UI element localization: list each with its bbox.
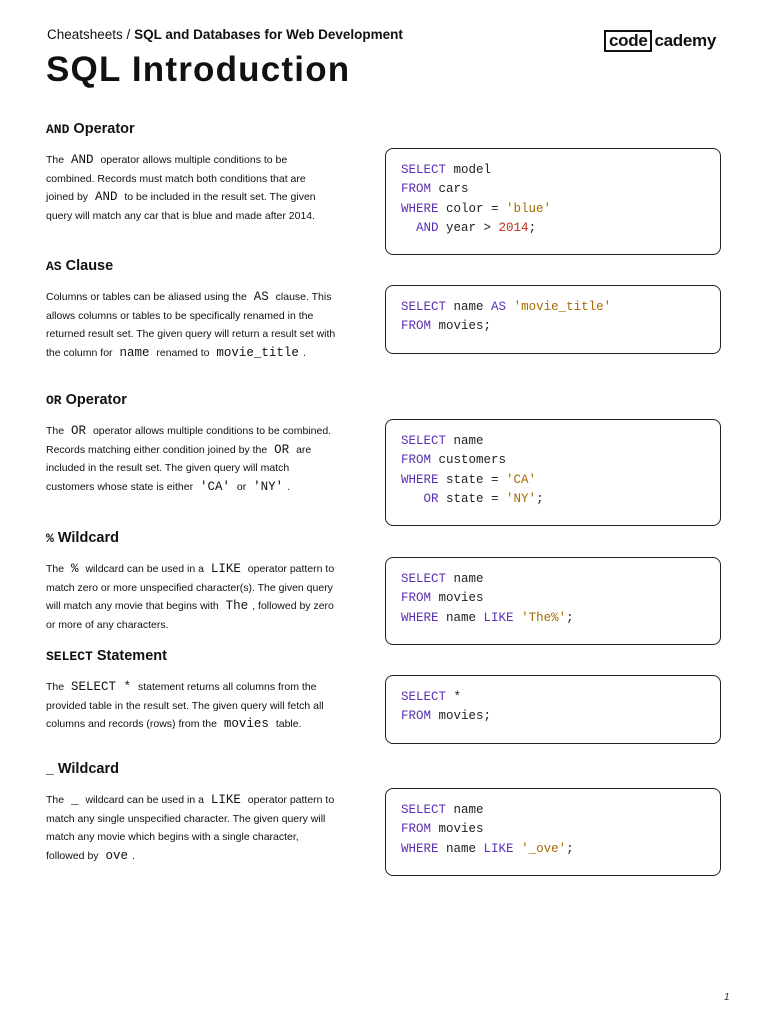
- code-keyword: SELECT: [401, 803, 447, 817]
- code-text: [401, 492, 424, 506]
- code-text: [401, 221, 416, 235]
- code-text: cars: [431, 182, 469, 197]
- section-heading: [46, 391, 336, 410]
- section-or-operator: [46, 391, 336, 496]
- inline-code: movie_title: [216, 345, 299, 360]
- code-text: movies;: [431, 709, 492, 724]
- code-line: [401, 471, 705, 490]
- code-text: ;: [566, 610, 574, 625]
- code-text: ;: [566, 841, 574, 856]
- heading-text: Wildcard: [53, 530, 119, 546]
- heading-text: Operator: [61, 392, 127, 408]
- code-number: 2014: [498, 221, 529, 236]
- inline-code: ove: [105, 848, 128, 863]
- code-text: name: [446, 300, 492, 314]
- code-string: '_ove': [521, 841, 567, 856]
- heading-keyword: AND: [46, 122, 70, 137]
- code-keyword: SELECT: [401, 572, 447, 586]
- code-string: 'The%': [521, 610, 567, 625]
- section-description: The SELECT * statement returns all columns from the provided table in the result set. The given query will fetch all columns and records (rows) from the movies table.: [46, 680, 324, 731]
- code-block-and: [385, 148, 721, 255]
- code-text: ;: [528, 221, 537, 236]
- logo-boxed-text: code: [604, 30, 652, 52]
- code-string: 'blue': [506, 201, 552, 216]
- code-line: [401, 317, 705, 336]
- section-underscore-wildcard: [46, 760, 336, 865]
- code-keyword: WHERE: [401, 201, 439, 216]
- section-description: The AND operator allows multiple conditions to be combined. Records must match both conditions that are joined by AND to be included in the result set. The given query will match any car that is blue and made after 2014.: [46, 153, 316, 222]
- inline-code: name: [119, 345, 150, 360]
- code-keyword: FROM: [401, 453, 432, 468]
- inline-code: The: [225, 599, 249, 613]
- section-percent-wildcard: [46, 529, 336, 634]
- heading-text: Clause: [61, 258, 114, 274]
- inline-code: SELECT *: [71, 680, 132, 694]
- code-line: [401, 820, 705, 839]
- code-keyword: SELECT: [401, 690, 447, 704]
- inline-code: _: [71, 793, 79, 807]
- code-text: movies;: [431, 319, 492, 334]
- code-keyword: WHERE: [401, 472, 439, 487]
- heading-text: Operator: [69, 121, 135, 137]
- code-keyword: FROM: [401, 709, 432, 724]
- heading-keyword: _: [46, 762, 54, 777]
- code-keyword: WHERE: [401, 610, 439, 625]
- code-keyword: AS: [491, 300, 507, 314]
- inline-code: LIKE: [210, 793, 241, 807]
- section-heading: [46, 529, 336, 548]
- code-line: [401, 801, 705, 820]
- inline-code: AND: [94, 190, 118, 204]
- logo-rest-text: cademy: [654, 31, 717, 50]
- code-keyword: FROM: [401, 822, 432, 837]
- code-text: name: [446, 803, 484, 817]
- section-heading: [46, 120, 336, 139]
- codecademy-logo: [604, 30, 716, 52]
- code-keyword: LIKE: [483, 841, 514, 856]
- breadcrumb-prefix: Cheatsheets /: [47, 27, 135, 42]
- code-block-or: [385, 419, 721, 526]
- code-text: name: [438, 841, 484, 856]
- code-string: 'movie_title': [513, 300, 612, 314]
- breadcrumb: [47, 27, 403, 43]
- code-text: year >: [438, 221, 499, 236]
- breadcrumb-course-link[interactable]: SQL and Databases for Web Development: [134, 27, 403, 42]
- section-description: The % wildcard can be used in a LIKE operator pattern to match zero or more unspecified character(s). The given query will match any movie that begins with The , followed by zero or more of any characters.: [46, 562, 335, 631]
- inline-code: 'CA': [199, 479, 230, 494]
- code-text: name: [446, 434, 484, 448]
- code-line: [401, 490, 705, 509]
- code-line: [401, 180, 705, 199]
- code-text: [514, 611, 522, 625]
- inline-code: OR: [274, 442, 290, 457]
- heading-keyword: SELECT: [46, 649, 93, 664]
- inline-code: movies: [223, 717, 269, 731]
- code-line: [401, 840, 705, 859]
- inline-code: 'NY': [253, 479, 284, 494]
- code-keyword: LIKE: [483, 610, 514, 625]
- code-text: movies: [431, 591, 484, 606]
- code-text: ;: [536, 492, 544, 507]
- heading-keyword: OR: [46, 393, 62, 408]
- page-number: 1: [724, 992, 730, 1003]
- code-text: color =: [438, 201, 507, 216]
- code-text: state =: [438, 492, 507, 507]
- section-description: The OR operator allows multiple conditions to be combined. Records matching either condition joined by the OR are included in the result set. The given query will match customers whose state is either 'CA' or 'NY' .: [46, 424, 332, 494]
- inline-code: AS: [253, 290, 269, 304]
- code-block-as: [385, 285, 721, 354]
- code-keyword: AND: [416, 221, 439, 236]
- section-heading: [46, 647, 336, 666]
- code-block-underscore: [385, 788, 721, 876]
- code-keyword: SELECT: [401, 434, 447, 448]
- code-line: [401, 451, 705, 470]
- code-text: name: [446, 572, 484, 586]
- code-keyword: FROM: [401, 182, 432, 197]
- code-string: 'NY': [506, 492, 537, 507]
- heading-keyword: AS: [46, 259, 62, 274]
- code-line: [401, 200, 705, 219]
- code-line: [401, 161, 705, 180]
- code-keyword: FROM: [401, 319, 432, 334]
- code-text: model: [446, 163, 492, 177]
- code-text: state =: [438, 472, 507, 487]
- section-as-clause: [46, 257, 336, 362]
- inline-code: LIKE: [210, 562, 241, 576]
- code-line: [401, 688, 705, 707]
- code-text: [514, 842, 522, 856]
- section-heading: [46, 760, 336, 779]
- inline-code: AND: [71, 153, 94, 167]
- code-line: [401, 298, 705, 317]
- code-line: [401, 432, 705, 451]
- code-line: [401, 219, 705, 238]
- code-string: 'CA': [506, 472, 537, 487]
- code-text: [506, 300, 514, 314]
- inline-code: OR: [71, 424, 87, 438]
- code-line: [401, 707, 705, 726]
- code-text: movies: [431, 822, 484, 837]
- code-keyword: FROM: [401, 591, 432, 606]
- code-text: *: [446, 690, 462, 704]
- code-keyword: SELECT: [401, 300, 447, 314]
- heading-keyword: %: [46, 531, 54, 546]
- heading-text: Wildcard: [53, 761, 119, 777]
- section-description: The _ wildcard can be used in a LIKE operator pattern to match any single unspecified character. The given query will match any movie which begins with a single character, followed by ove .: [46, 793, 335, 863]
- code-line: [401, 570, 705, 589]
- section-description: Columns or tables can be aliased using the AS clause. This allows columns or tables to be specifically renamed in the returned result set. The given query will return a result set with the column for name renamed to movie_title .: [46, 290, 336, 360]
- inline-code: %: [71, 562, 79, 576]
- code-text: customers: [431, 453, 507, 468]
- section-heading: [46, 257, 336, 276]
- section-and-operator: [46, 120, 336, 225]
- page-title: SQL Introduction: [46, 50, 351, 89]
- code-keyword: OR: [423, 492, 439, 507]
- code-block-percent: [385, 557, 721, 645]
- code-line: [401, 589, 705, 608]
- code-line: [401, 609, 705, 628]
- heading-text: Statement: [92, 648, 167, 664]
- code-text: name: [438, 610, 484, 625]
- section-select-statement: [46, 647, 336, 734]
- code-keyword: SELECT: [401, 163, 447, 177]
- code-block-select: [385, 675, 721, 744]
- code-keyword: WHERE: [401, 841, 439, 856]
